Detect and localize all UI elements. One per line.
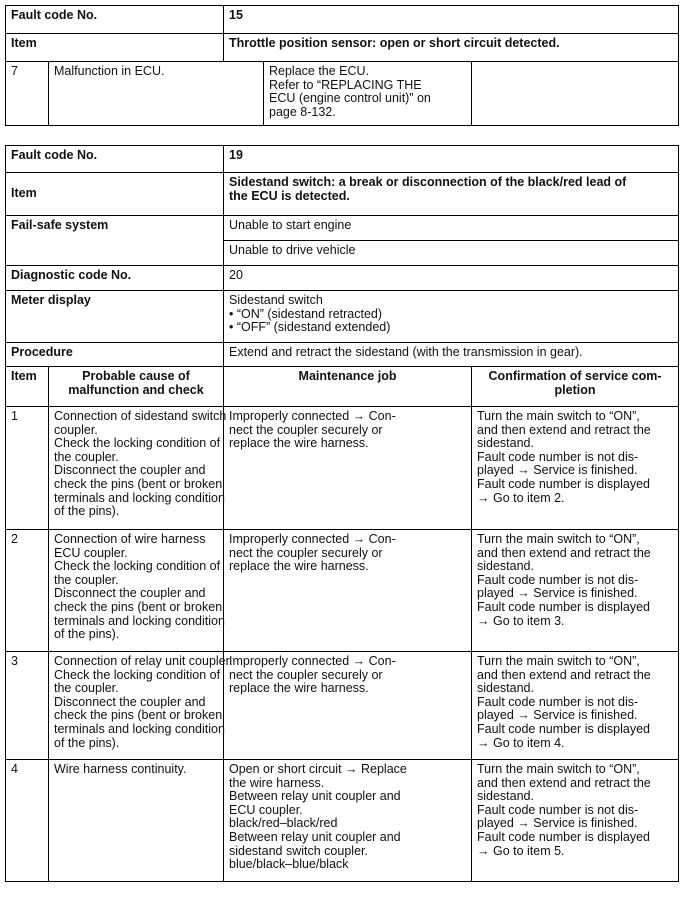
fault-code-value: 19 bbox=[224, 146, 679, 173]
column-header-confirm bbox=[472, 367, 679, 407]
failsafe-row-1 bbox=[6, 216, 679, 241]
fault-code-value: 15 bbox=[224, 6, 679, 34]
confirm-line: Turn the main switch to “ON”, bbox=[477, 409, 640, 423]
confirm-line: played → Service is finished. bbox=[477, 586, 638, 601]
cause-line: coupler. bbox=[54, 422, 98, 437]
confirm-line: → Go to item 4. bbox=[477, 735, 565, 750]
column-header-line: Confirmation of service com- bbox=[488, 369, 662, 383]
confirm-line: and then extend and retract the bbox=[477, 775, 651, 790]
row-number: 2 bbox=[6, 530, 49, 652]
job-line: page 8-132. bbox=[269, 104, 336, 119]
cause-line: check the pins (bent or broken bbox=[54, 708, 223, 723]
column-header-job: Maintenance job bbox=[224, 367, 472, 407]
failsafe-label: Fail-safe system bbox=[6, 216, 224, 266]
cause-line: Disconnect the coupler and bbox=[54, 463, 206, 478]
diag-value: 20 bbox=[224, 266, 679, 291]
job-line: ECU (engine control unit)” on bbox=[269, 91, 431, 106]
cause-line: terminals and locking condition bbox=[54, 613, 225, 628]
row-confirm bbox=[472, 760, 679, 882]
item-value: Throttle position sensor: open or short circuit detected. bbox=[224, 34, 679, 62]
job-line: the wire harness. bbox=[229, 775, 325, 790]
job-line: ECU coupler. bbox=[229, 802, 303, 817]
row-cause: Malfunction in ECU. bbox=[49, 62, 264, 126]
confirm-line: Fault code number is not dis- bbox=[477, 449, 639, 464]
row-cause bbox=[49, 530, 224, 652]
row-job bbox=[224, 760, 472, 882]
column-header-row bbox=[6, 367, 679, 407]
row-confirm bbox=[472, 530, 679, 652]
procedure-value: Extend and retract the sidestand (with the transmission in gear). bbox=[224, 343, 679, 367]
row-cause bbox=[49, 407, 227, 530]
confirm-line: Fault code number is displayed bbox=[477, 829, 651, 844]
job-line: Improperly connected → Con- bbox=[229, 409, 396, 423]
job-line: Improperly connected → Con- bbox=[229, 532, 396, 546]
confirm-line: → Go to item 2. bbox=[477, 490, 565, 505]
job-line: nect the coupler securely or bbox=[229, 667, 383, 682]
row-cause bbox=[49, 760, 224, 882]
job-line: sidestand switch coupler. bbox=[229, 843, 368, 858]
job-line: Between relay unit coupler and bbox=[229, 829, 401, 844]
item-value-line: the ECU is detected. bbox=[229, 188, 350, 203]
row-job bbox=[224, 407, 472, 530]
confirm-line: sidestand. bbox=[477, 436, 534, 451]
row-job bbox=[224, 530, 472, 652]
confirm-line: and then extend and retract the bbox=[477, 422, 651, 437]
confirm-line: Fault code number is not dis- bbox=[477, 802, 639, 817]
row-number: 1 bbox=[6, 407, 49, 530]
procedure-label: Procedure bbox=[6, 343, 224, 367]
column-header-cause bbox=[49, 367, 224, 407]
job-line: replace the wire harness. bbox=[229, 436, 369, 451]
table-row bbox=[6, 407, 679, 530]
meter-label: Meter display bbox=[6, 291, 224, 343]
cause-line: terminals and locking condition bbox=[54, 721, 225, 736]
item-label: Item bbox=[6, 34, 224, 62]
column-header-line: Probable cause of bbox=[82, 369, 190, 383]
meter-line: • “ON” (sidestand retracted) bbox=[229, 306, 383, 321]
fault-19-table bbox=[5, 145, 679, 882]
cause-line: of the pins). bbox=[54, 627, 120, 642]
confirm-line: Turn the main switch to “ON”, bbox=[477, 654, 640, 668]
confirm-line: and then extend and retract the bbox=[477, 545, 651, 560]
column-header-item: Item bbox=[6, 367, 49, 407]
fault-code-row bbox=[6, 146, 679, 173]
job-line: blue/black–blue/black bbox=[229, 857, 349, 872]
cause-line: the coupler. bbox=[54, 572, 119, 587]
row-confirm bbox=[472, 62, 679, 126]
row-number: 4 bbox=[6, 760, 49, 882]
confirm-line: Fault code number is displayed bbox=[477, 599, 651, 614]
confirm-line: played → Service is finished. bbox=[477, 708, 638, 723]
confirm-line: Turn the main switch to “ON”, bbox=[477, 762, 640, 776]
fault-code-label: Fault code No. bbox=[6, 6, 224, 34]
confirm-line: played → Service is finished. bbox=[477, 463, 638, 478]
confirm-line: sidestand. bbox=[477, 559, 534, 574]
job-line: nect the coupler securely or bbox=[229, 545, 383, 560]
job-line: replace the wire harness. bbox=[229, 559, 369, 574]
cause-line: Wire harness continuity. bbox=[54, 762, 187, 776]
job-line: nect the coupler securely or bbox=[229, 422, 383, 437]
confirm-line: sidestand. bbox=[477, 789, 534, 804]
cause-line: check the pins (bent or broken bbox=[54, 599, 223, 614]
item-row bbox=[6, 34, 679, 62]
table-row bbox=[6, 62, 679, 126]
job-line: black/red–black/red bbox=[229, 816, 338, 831]
job-line: Improperly connected → Con- bbox=[229, 654, 396, 668]
confirm-line: Fault code number is displayed bbox=[477, 476, 651, 491]
cause-line: of the pins). bbox=[54, 735, 120, 750]
row-job bbox=[224, 652, 472, 760]
cause-line: Connection of wire harness bbox=[54, 532, 206, 546]
cause-line: Connection of sidestand switch bbox=[54, 409, 227, 423]
confirm-line: played → Service is finished. bbox=[477, 816, 638, 831]
job-line: Between relay unit coupler and bbox=[229, 789, 401, 804]
cause-line: the coupler. bbox=[54, 449, 119, 464]
confirm-line: Fault code number is displayed bbox=[477, 721, 651, 736]
job-line: Refer to “REPLACING THE bbox=[269, 77, 422, 92]
table-row bbox=[6, 760, 679, 882]
item-label: Item bbox=[6, 173, 224, 216]
job-line: Replace the ECU. bbox=[269, 64, 370, 78]
cause-line: Check the locking condition of bbox=[54, 436, 221, 451]
column-header-line: pletion bbox=[554, 382, 596, 397]
procedure-row bbox=[6, 343, 679, 367]
fault-15-table bbox=[5, 5, 679, 126]
fault-code-row bbox=[6, 6, 679, 34]
confirm-line: and then extend and retract the bbox=[477, 667, 651, 682]
confirm-line: sidestand. bbox=[477, 681, 534, 696]
job-line: replace the wire harness. bbox=[229, 681, 369, 696]
cause-line: check the pins (bent or broken bbox=[54, 476, 223, 491]
row-confirm bbox=[472, 407, 679, 530]
fault-code-label: Fault code No. bbox=[6, 146, 224, 173]
confirm-line: → Go to item 3. bbox=[477, 613, 565, 628]
diag-label: Diagnostic code No. bbox=[6, 266, 224, 291]
cause-line: the coupler. bbox=[54, 681, 119, 696]
row-cause bbox=[49, 652, 233, 760]
job-line: Open or short circuit → Replace bbox=[229, 762, 407, 776]
column-header-line: malfunction and check bbox=[68, 382, 204, 397]
table-row bbox=[6, 530, 679, 652]
row-number: 3 bbox=[6, 652, 49, 760]
cause-line: of the pins). bbox=[54, 504, 120, 519]
cause-line: Check the locking condition of bbox=[54, 559, 221, 574]
row-job bbox=[264, 62, 472, 126]
diag-row bbox=[6, 266, 679, 291]
table-row bbox=[6, 652, 679, 760]
failsafe-value: Unable to drive vehicle bbox=[224, 241, 679, 266]
item-value-line: Sidestand switch: a break or disconnection of the black/red lead of bbox=[229, 175, 627, 189]
row-confirm bbox=[472, 652, 679, 760]
confirm-line: Turn the main switch to “ON”, bbox=[477, 532, 640, 546]
failsafe-value: Unable to start engine bbox=[224, 216, 679, 241]
confirm-line: Fault code number is not dis- bbox=[477, 572, 639, 587]
cause-line: terminals and locking condition bbox=[54, 490, 225, 505]
meter-value bbox=[224, 291, 679, 343]
item-value bbox=[224, 173, 679, 216]
confirm-line: Fault code number is not dis- bbox=[477, 694, 639, 709]
cause-line: Check the locking condition of bbox=[54, 667, 221, 682]
meter-row bbox=[6, 291, 679, 343]
cause-line: Disconnect the coupler and bbox=[54, 586, 206, 601]
meter-line: • “OFF” (sidestand extended) bbox=[229, 320, 391, 335]
row-number: 7 bbox=[6, 62, 49, 126]
meter-line: Sidestand switch bbox=[229, 293, 323, 307]
item-row bbox=[6, 173, 679, 216]
confirm-line: → Go to item 5. bbox=[477, 843, 565, 858]
cause-line: Connection of relay unit coupler. bbox=[54, 654, 233, 668]
cause-line: Disconnect the coupler and bbox=[54, 694, 206, 709]
cause-line: ECU coupler. bbox=[54, 545, 128, 560]
